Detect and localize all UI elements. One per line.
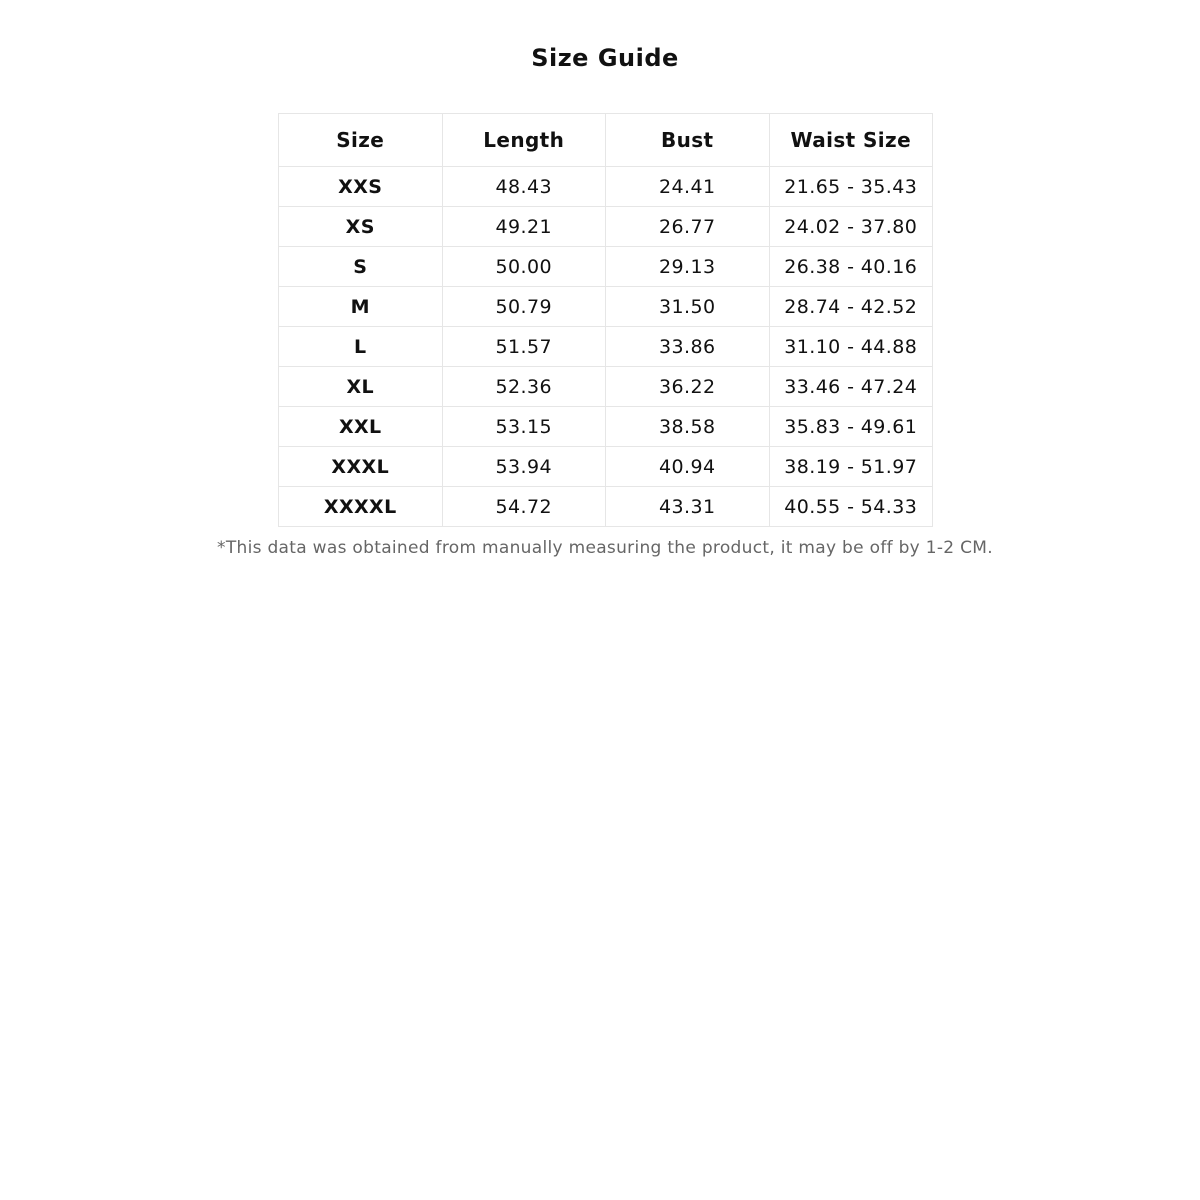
table-row [279,487,933,527]
footnote: *This data was obtained from manually measuring the product, it may be off by 1-2 CM. [217,538,993,558]
header-waist-size: Waist Size [769,114,933,167]
table-row [279,207,933,247]
cell-bust: 38.58 [606,407,770,447]
table-row [279,447,933,487]
cell-size: XXL [279,407,443,447]
table-row [279,367,933,407]
table-body [279,167,933,527]
table-row [279,167,933,207]
table-header-row [279,114,933,167]
cell-size: XS [279,207,443,247]
cell-length: 54.72 [442,487,606,527]
cell-bust: 31.50 [606,287,770,327]
cell-bust: 43.31 [606,487,770,527]
cell-waist-size: 26.38 - 40.16 [769,247,933,287]
cell-size: XL [279,367,443,407]
cell-length: 53.15 [442,407,606,447]
cell-bust: 40.94 [606,447,770,487]
cell-waist-size: 33.46 - 47.24 [769,367,933,407]
cell-waist-size: 28.74 - 42.52 [769,287,933,327]
cell-waist-size: 40.55 - 54.33 [769,487,933,527]
cell-length: 50.00 [442,247,606,287]
cell-length: 50.79 [442,287,606,327]
header-bust: Bust [606,114,770,167]
table-row [279,407,933,447]
size-guide-table [278,113,933,527]
cell-bust: 29.13 [606,247,770,287]
cell-length: 53.94 [442,447,606,487]
cell-bust: 33.86 [606,327,770,367]
table-row [279,287,933,327]
cell-waist-size: 35.83 - 49.61 [769,407,933,447]
cell-length: 49.21 [442,207,606,247]
cell-length: 51.57 [442,327,606,367]
cell-size: L [279,327,443,367]
cell-length: 48.43 [442,167,606,207]
cell-waist-size: 38.19 - 51.97 [769,447,933,487]
cell-bust: 36.22 [606,367,770,407]
page-title: Size Guide [531,44,679,72]
cell-waist-size: 24.02 - 37.80 [769,207,933,247]
cell-waist-size: 21.65 - 35.43 [769,167,933,207]
cell-waist-size: 31.10 - 44.88 [769,327,933,367]
cell-bust: 26.77 [606,207,770,247]
table-row [279,327,933,367]
cell-size: M [279,287,443,327]
cell-size: XXXXL [279,487,443,527]
cell-size: S [279,247,443,287]
header-size: Size [279,114,443,167]
cell-size: XXS [279,167,443,207]
cell-length: 52.36 [442,367,606,407]
cell-bust: 24.41 [606,167,770,207]
table-row [279,247,933,287]
header-length: Length [442,114,606,167]
cell-size: XXXL [279,447,443,487]
